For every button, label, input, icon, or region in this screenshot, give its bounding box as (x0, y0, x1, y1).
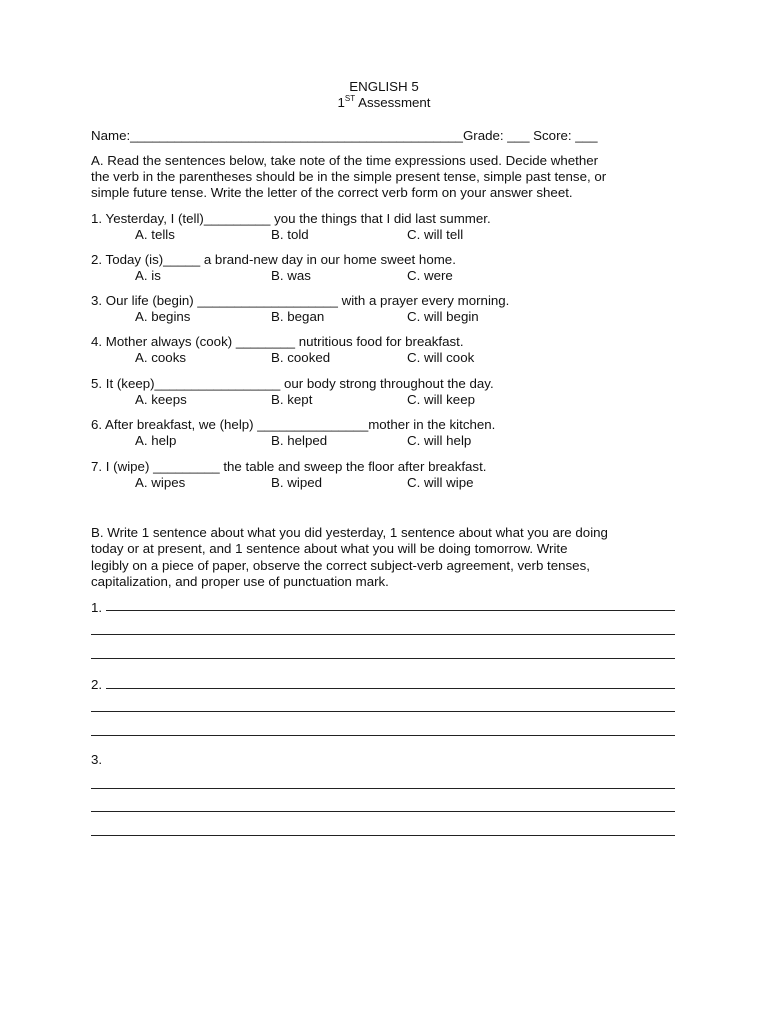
question-4-choice-a: A. cooks (135, 350, 186, 365)
assessment-number: 1 (337, 95, 345, 110)
question-1-choice-a: A. tells (135, 227, 175, 242)
part-b-instructions-line-2: today or at present, and 1 sentence about what you will be doing tomorrow. Write (91, 541, 568, 556)
question-2-choice-b: B. was (271, 268, 311, 283)
question-7-choice-b: B. wiped (271, 475, 322, 490)
writing-line (91, 835, 675, 836)
assessment-word: Assessment (355, 95, 431, 110)
question-6-choice-c: C. will help (407, 433, 472, 448)
writing-line (106, 688, 675, 689)
writing-line (91, 658, 675, 659)
question-2-text: 2. Today (is)_____ a brand-new day in our home sweet home. (91, 252, 456, 267)
question-5-choice-c: C. will keep (407, 392, 475, 407)
writing-line (91, 811, 675, 812)
question-6-choice-a: A. help (135, 433, 177, 448)
writing-line (91, 788, 675, 789)
writing-line (106, 610, 675, 611)
writing-line (91, 735, 675, 736)
question-7-text: 7. I (wipe) _________ the table and sweep the floor after breakfast. (91, 459, 487, 474)
question-4-choice-c: C. will cook (407, 350, 475, 365)
part-b-instructions-line-1: B. Write 1 sentence about what you did yesterday, 1 sentence about what you are doing (91, 525, 608, 540)
name-grade-score-line: Name:_____________________________________________Grade: ___ Score: ___ (91, 128, 598, 143)
part-a-instructions-line-2: the verb in the parentheses should be in the simple present tense, simple past tense, or (91, 169, 607, 184)
question-3-text: 3. Our life (begin) ___________________ with a prayer every morning. (91, 293, 510, 308)
question-5-choice-a: A. keeps (135, 392, 187, 407)
question-5-choice-b: B. kept (271, 392, 313, 407)
worksheet-title: ENGLISH 5 (349, 79, 419, 94)
question-7-choice-c: C. will wipe (407, 475, 474, 490)
question-4-text: 4. Mother always (cook) ________ nutritious food for breakfast. (91, 334, 464, 349)
question-2-choice-a: A. is (135, 268, 161, 283)
question-3-choice-b: B. began (271, 309, 325, 324)
writing-line (91, 634, 675, 635)
part-a-instructions-line-3: simple future tense. Write the letter of the correct verb form on your answer sheet. (91, 185, 573, 200)
assessment-ordinal-suffix: ST (344, 93, 356, 103)
question-5-text: 5. It (keep)_________________ our body strong throughout the day. (91, 376, 494, 391)
writing-item-3-label: 3. (91, 752, 103, 767)
question-3-choice-a: A. begins (135, 309, 191, 324)
part-a-instructions-line-1: A. Read the sentences below, take note of the time expressions used. Decide whether (91, 153, 599, 168)
writing-item-2-label: 2. (91, 677, 103, 692)
assessment-subtitle (0, 95, 768, 112)
question-2-choice-c: C. were (407, 268, 453, 283)
question-3-choice-c: C. will begin (407, 309, 479, 324)
question-6-text: 6. After breakfast, we (help) _______________mother in the kitchen. (91, 417, 496, 432)
part-b-instructions-line-4: capitalization, and proper use of punctuation mark. (91, 574, 389, 589)
part-b-instructions-line-3: legibly on a piece of paper, observe the correct subject-verb agreement, verb tenses, (91, 558, 590, 573)
question-6-choice-b: B. helped (271, 433, 328, 448)
question-1-choice-c: C. will tell (407, 227, 464, 242)
question-7-choice-a: A. wipes (135, 475, 186, 490)
question-1-choice-b: B. told (271, 227, 309, 242)
writing-item-1-label: 1. (91, 600, 103, 615)
writing-line (91, 711, 675, 712)
question-4-choice-b: B. cooked (271, 350, 331, 365)
question-1-text: 1. Yesterday, I (tell)_________ you the things that I did last summer. (91, 211, 491, 226)
